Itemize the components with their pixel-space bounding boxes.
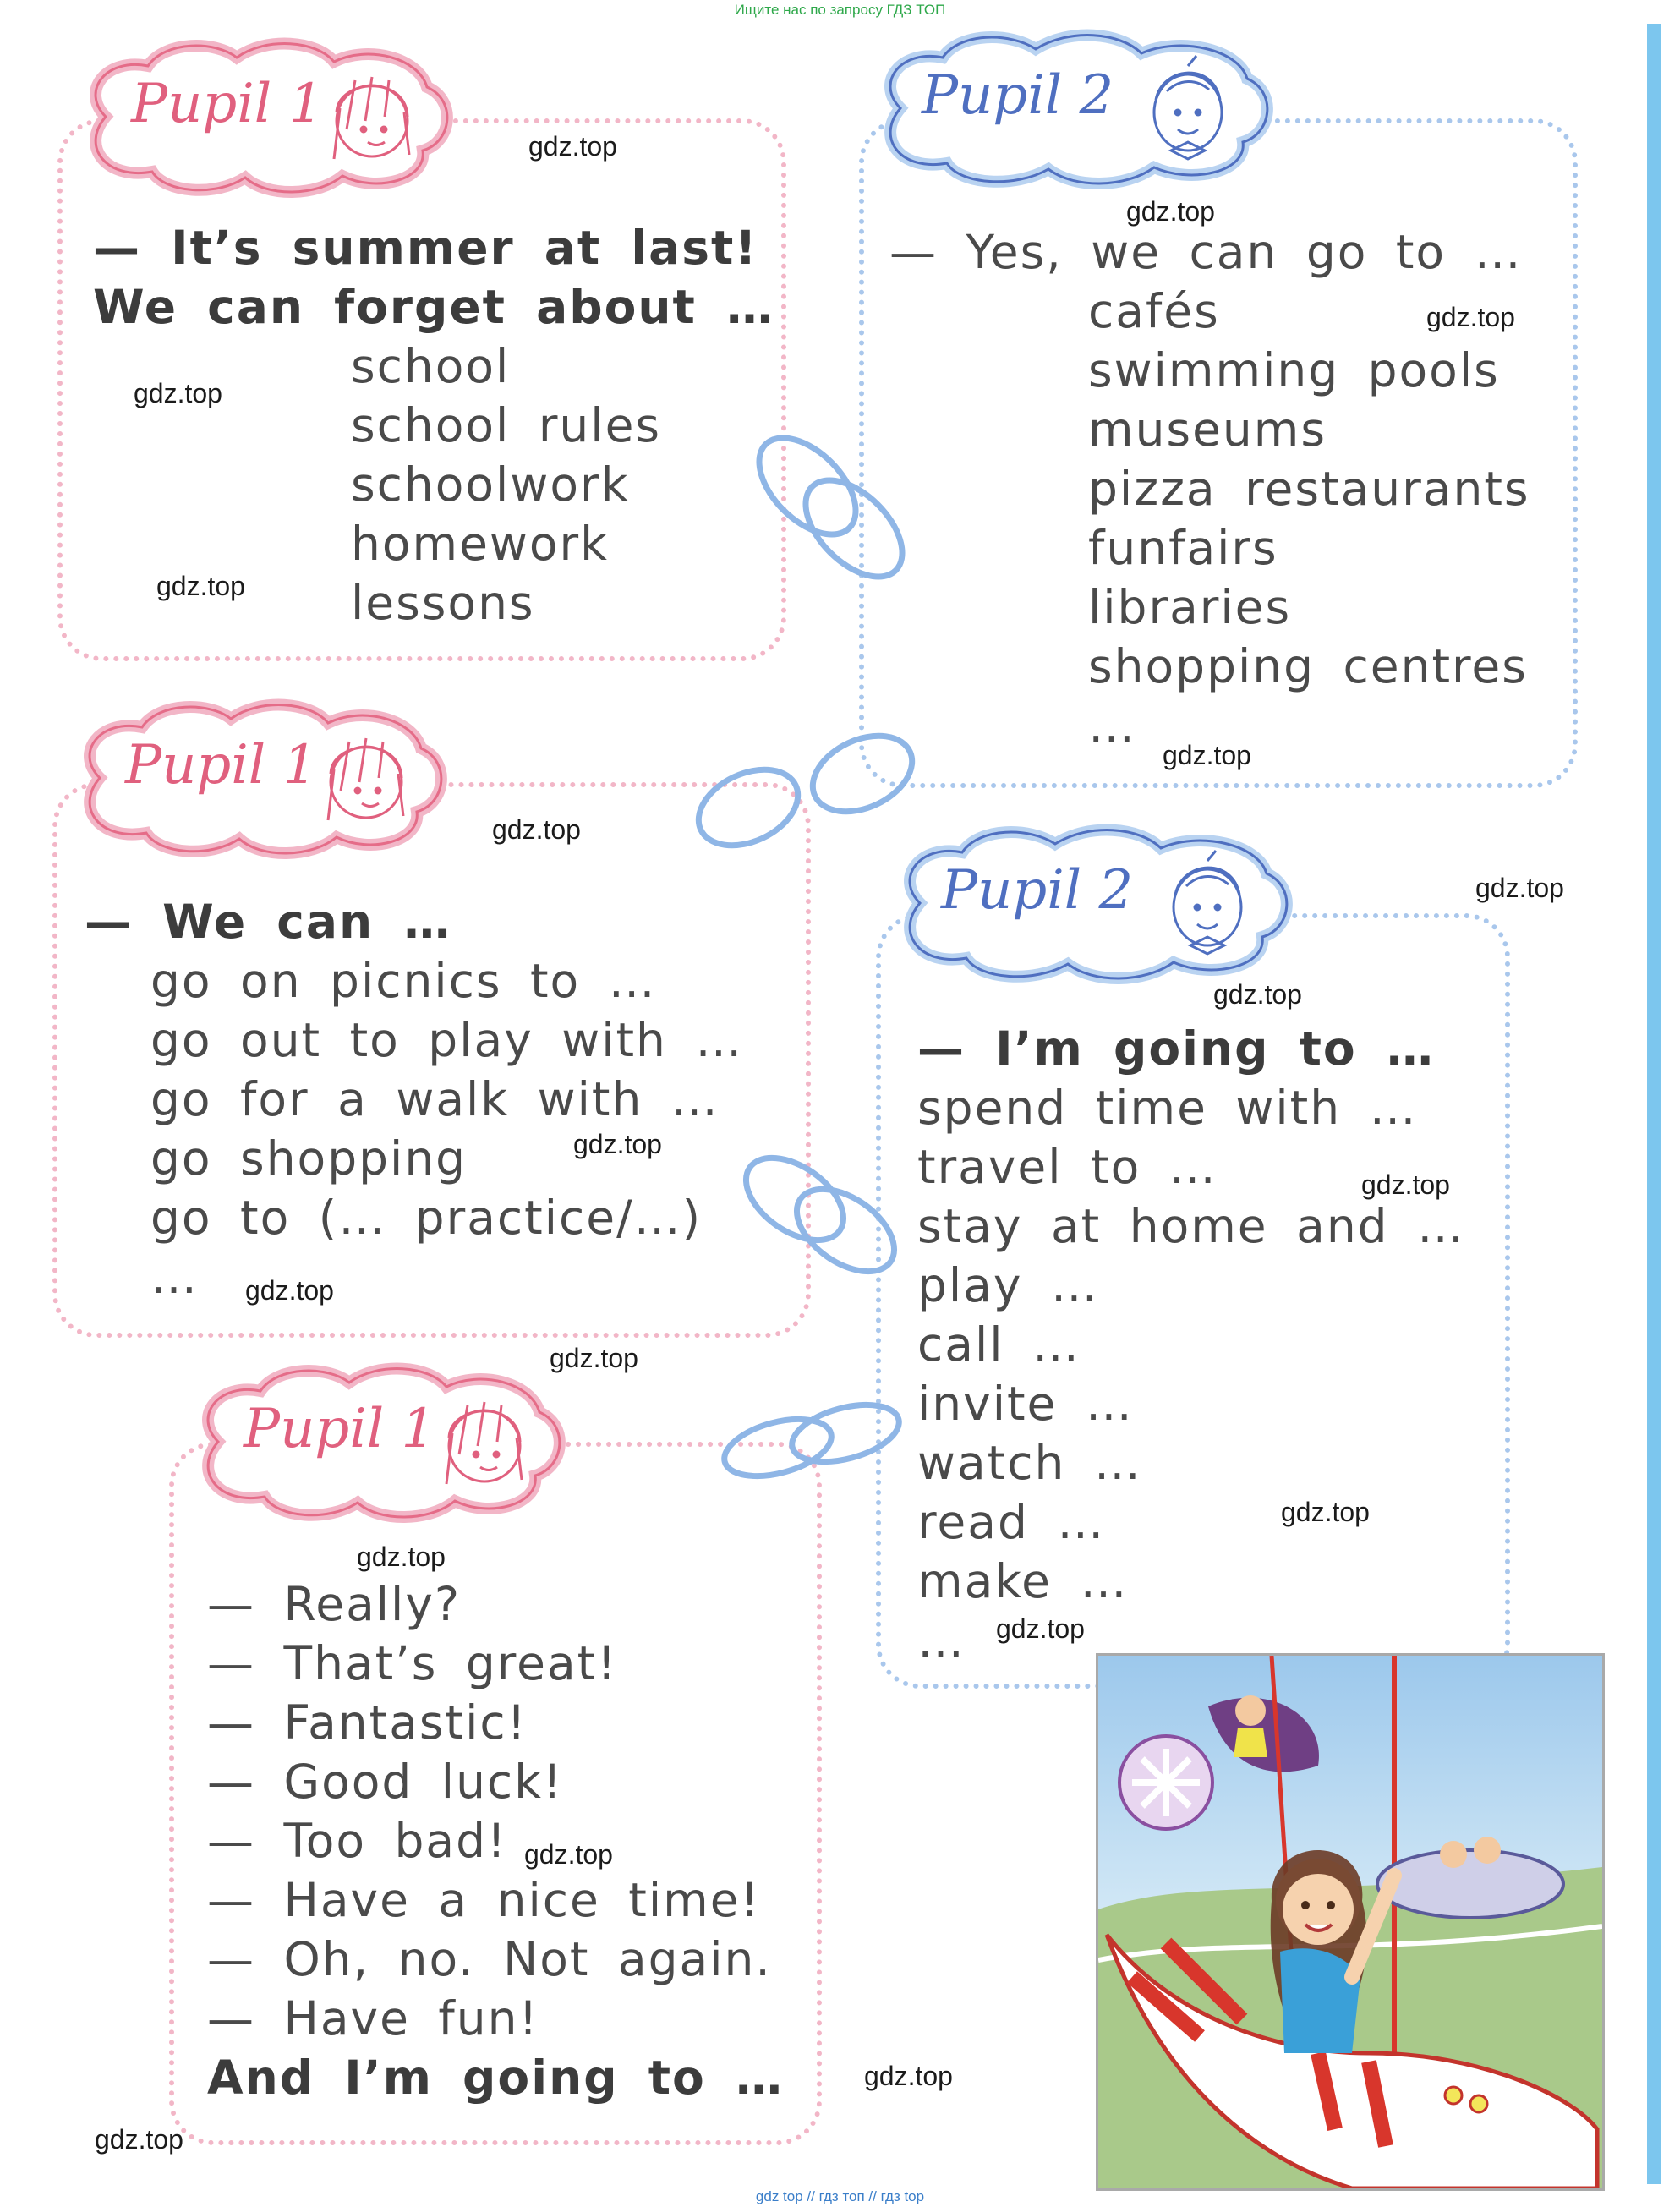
- option-more: …: [1088, 698, 1136, 753]
- option-swimming-pools: swimming pools: [1088, 343, 1500, 397]
- bottom-banner: gdz top // гдз топ // гдз top: [755, 2188, 925, 2204]
- watermark: gdz.top: [1361, 1169, 1450, 1200]
- watermark: gdz.top: [134, 378, 222, 408]
- watermark: gdz.top: [528, 131, 617, 162]
- watermark: gdz.top: [156, 571, 245, 601]
- option-pizza-restaurants: pizza restaurants: [1088, 462, 1530, 516]
- chain-link: [718, 1409, 837, 1487]
- option-invite: invite …: [917, 1377, 1134, 1431]
- line-yes-we-can-go-to: — Yes, we can go to …: [889, 225, 1523, 279]
- option-schoolwork: schoolwork: [351, 457, 630, 512]
- funfair-scene-icon: [1098, 1656, 1602, 2188]
- option-shopping-centres: shopping centres: [1088, 639, 1528, 693]
- option-libraries: libraries: [1088, 580, 1292, 634]
- option-picnics: go on picnics to …: [150, 954, 657, 1008]
- watermark: gdz.top: [524, 1839, 613, 1870]
- watermark: gdz.top: [996, 1613, 1085, 1644]
- reply-thats-great: — That’s great!: [207, 1636, 618, 1690]
- option-school-rules: school rules: [351, 398, 662, 452]
- option-spend-time: spend time with …: [917, 1081, 1418, 1135]
- pupil1-label-3: Pupil 1: [244, 1398, 436, 1460]
- option-make: make …: [917, 1554, 1129, 1608]
- reply-too-bad: — Too bad!: [207, 1814, 508, 1868]
- watermark: gdz.top: [1426, 302, 1515, 332]
- option-funfairs: funfairs: [1088, 521, 1278, 575]
- option-travel: travel to …: [917, 1140, 1218, 1194]
- option-play: play …: [917, 1258, 1099, 1312]
- reply-really: — Really?: [207, 1577, 462, 1631]
- option-walk-with: go for a walk with …: [150, 1072, 720, 1126]
- option-lessons: lessons: [351, 576, 535, 630]
- line-summer-at-last: — It’s summer at last!: [93, 221, 758, 275]
- chain-link: [687, 755, 810, 861]
- line-and-im-going-to: And I’m going to …: [207, 2051, 784, 2105]
- chain-link: [801, 721, 924, 827]
- watermark: gdz.top: [1213, 979, 1302, 1010]
- watermark: gdz.top: [357, 1542, 446, 1572]
- option-watch: watch …: [917, 1436, 1142, 1490]
- line-we-can: — We can …: [85, 895, 452, 949]
- pupil2-label-1: Pupil 2: [922, 64, 1114, 127]
- chain-link: [731, 1142, 858, 1257]
- reply-have-fun: — Have fun!: [207, 1991, 539, 2045]
- watermark: gdz.top: [550, 1343, 638, 1373]
- reply-nice-time: — Have a nice time!: [207, 1873, 761, 1927]
- line-forget-about: We can forget about …: [93, 280, 774, 334]
- option-museums: museums: [1088, 403, 1327, 457]
- option-shopping: go shopping: [150, 1131, 468, 1186]
- line-im-going-to: — I’m going to …: [917, 1021, 1435, 1076]
- watermark: gdz.top: [95, 2124, 183, 2155]
- watermark: gdz.top: [492, 814, 581, 845]
- girl-on-funfair-ride-image: [1096, 1653, 1605, 2191]
- option-call: call …: [917, 1317, 1081, 1372]
- watermark: gdz.top: [1126, 196, 1215, 227]
- pupil2-label-2: Pupil 2: [941, 859, 1134, 922]
- watermark: gdz.top: [245, 1275, 334, 1306]
- option-read: read …: [917, 1495, 1106, 1549]
- option-homework: homework: [351, 517, 610, 571]
- option-more: …: [917, 1613, 966, 1668]
- option-play-with: go out to play with …: [150, 1013, 744, 1067]
- option-practice: go to (… practice/…): [150, 1191, 703, 1245]
- watermark: gdz.top: [573, 1129, 662, 1159]
- watermark: gdz.top: [1475, 873, 1564, 903]
- top-banner: Ищите нас по запросу ГДЗ ТОП: [734, 2, 946, 18]
- option-more: …: [150, 1250, 199, 1304]
- reply-not-again: — Oh, no. Not again.: [207, 1932, 772, 1986]
- watermark: gdz.top: [1281, 1497, 1370, 1527]
- option-stay-at-home: stay at home and …: [917, 1199, 1466, 1253]
- pupil1-label-2: Pupil 1: [125, 734, 318, 797]
- option-cafes: cafés: [1088, 284, 1220, 338]
- reply-good-luck: — Good luck!: [207, 1755, 564, 1809]
- pupil1-label-1: Pupil 1: [131, 73, 324, 135]
- option-school: school: [351, 339, 511, 393]
- reply-fantastic: — Fantastic!: [207, 1695, 528, 1750]
- watermark: gdz.top: [1163, 740, 1251, 770]
- chain-link: [785, 1394, 905, 1472]
- watermark: gdz.top: [864, 2061, 953, 2091]
- chain-link: [782, 1173, 909, 1289]
